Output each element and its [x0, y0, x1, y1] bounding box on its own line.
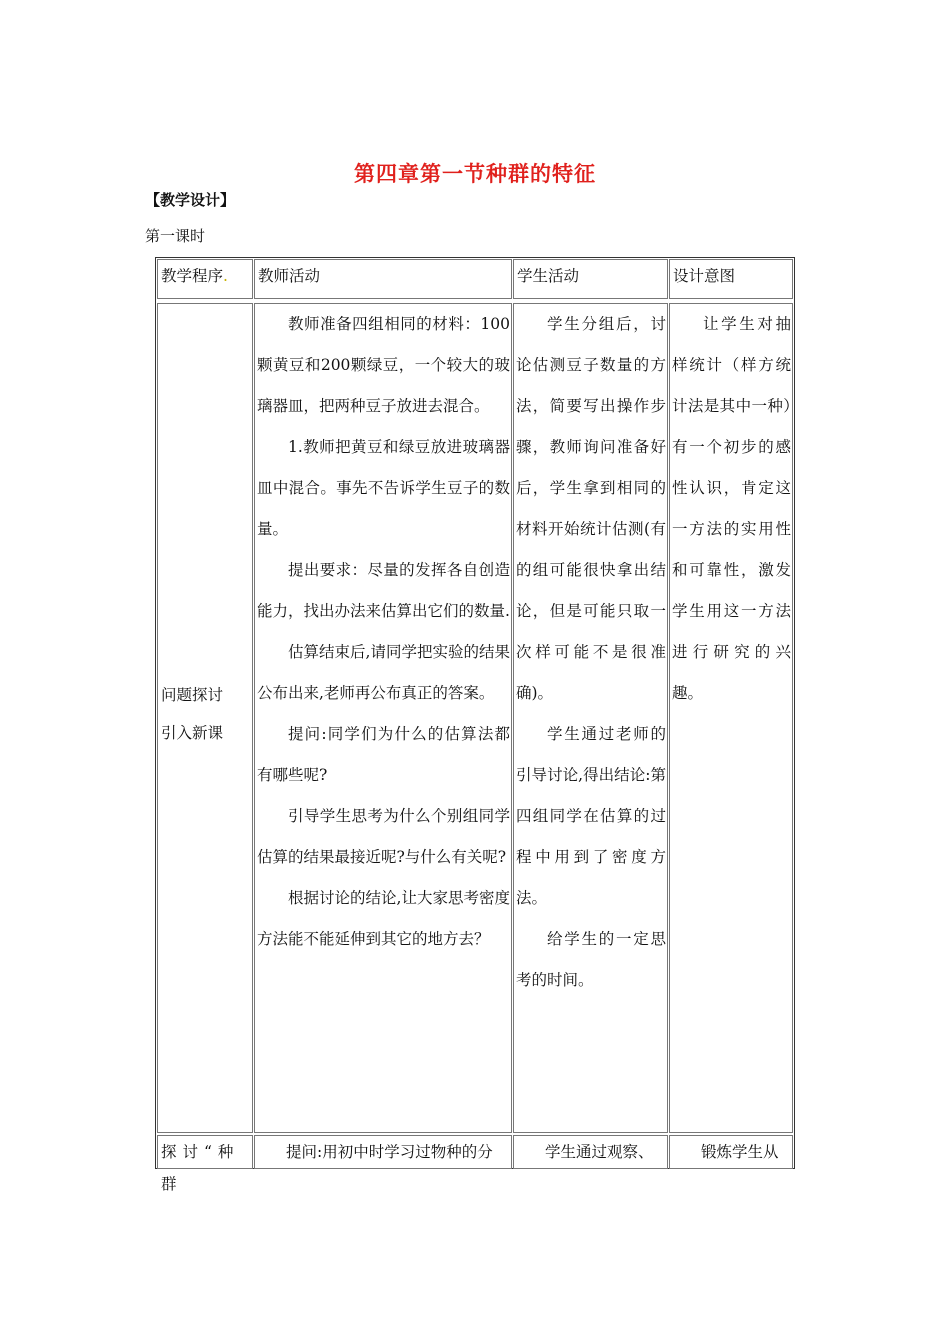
design-intent-cell — [669, 303, 793, 1133]
student-paragraph-2: 学生通过观察、 — [545, 1143, 654, 1161]
lesson-label: 第一课时 — [145, 227, 206, 245]
header-teacher-activity: 教师活动 — [254, 259, 512, 299]
teacher-activity-cell-2 — [254, 1135, 512, 1169]
student-paragraph: 给学生的一定思考的时间。 — [516, 930, 666, 989]
lesson-plan-table — [155, 257, 795, 1193]
stage-cell — [157, 303, 253, 1133]
header-dot: . — [223, 267, 228, 285]
intent-paragraph-2: 锻炼学生从 — [701, 1143, 779, 1161]
header-design-intent: 设计意图 — [669, 259, 793, 299]
stage-line-2: 引入新课 — [161, 724, 224, 742]
teacher-paragraph: 1.教师把黄豆和绿豆放进玻璃器皿中混合。事先不告诉学生豆子的数量。 — [257, 438, 510, 538]
teacher-paragraph: 估算结束后,请同学把实验的结果公布出来,老师再公布真正的答案。 — [257, 643, 510, 702]
teacher-paragraph: 提问:同学们为什么的估算法都有哪些呢? — [257, 725, 510, 784]
teacher-paragraph: 引导学生思考为什么个别组同学估算的结果最接近呢?与什么有关呢? — [257, 807, 510, 866]
stage-cell-2: 探讨“种群 — [157, 1135, 253, 1169]
section-label: 【教学设计】 — [145, 191, 236, 209]
document-title: 第四章第一节种群的特征 — [354, 161, 596, 186]
header-student-activity: 学生活动 — [513, 259, 668, 299]
intent-paragraph: 让学生对抽样统计（样方统计法是其中一种）有一个初步的感性认识，肯定这一方法的实用性和可靠性，激发学生用这一方法进行研究的兴趣。 — [672, 315, 791, 702]
teacher-paragraph: 教师准备四组相同的材料：100颗黄豆和200颗绿豆，一个较大的玻璃器皿，把两种豆子放进去混合。 — [257, 315, 510, 415]
student-paragraph: 学生通过老师的引导讨论,得出结论:第四组同学在估算的过程中用到了密度方法。 — [516, 725, 666, 907]
teacher-paragraph: 提出要求：尽量的发挥各自创造能力，找出办法来估算出它们的数量. — [257, 561, 510, 620]
student-activity-cell — [513, 303, 668, 1133]
design-intent-cell-2 — [669, 1135, 793, 1169]
teacher-paragraph: 根据讨论的结论,让大家思考密度方法能不能延伸到其它的地方去？ — [257, 889, 510, 948]
teacher-activity-cell — [254, 303, 512, 1133]
teacher-paragraph-2: 提问:用初中时学习过物种的分 — [286, 1143, 493, 1161]
header-procedure: 教学程序. — [157, 259, 253, 299]
stage-line-1: 问题探讨 — [161, 686, 224, 704]
student-paragraph: 学生分组后，讨论估测豆子数量的方法，简要写出操作步骤，教师询问准备好后，学生拿到相同的材料开始统计估测(有的组可能很快拿出结论，但是可能只取一次样可能不是很准确)。 — [516, 315, 666, 702]
student-activity-cell-2 — [513, 1135, 668, 1169]
